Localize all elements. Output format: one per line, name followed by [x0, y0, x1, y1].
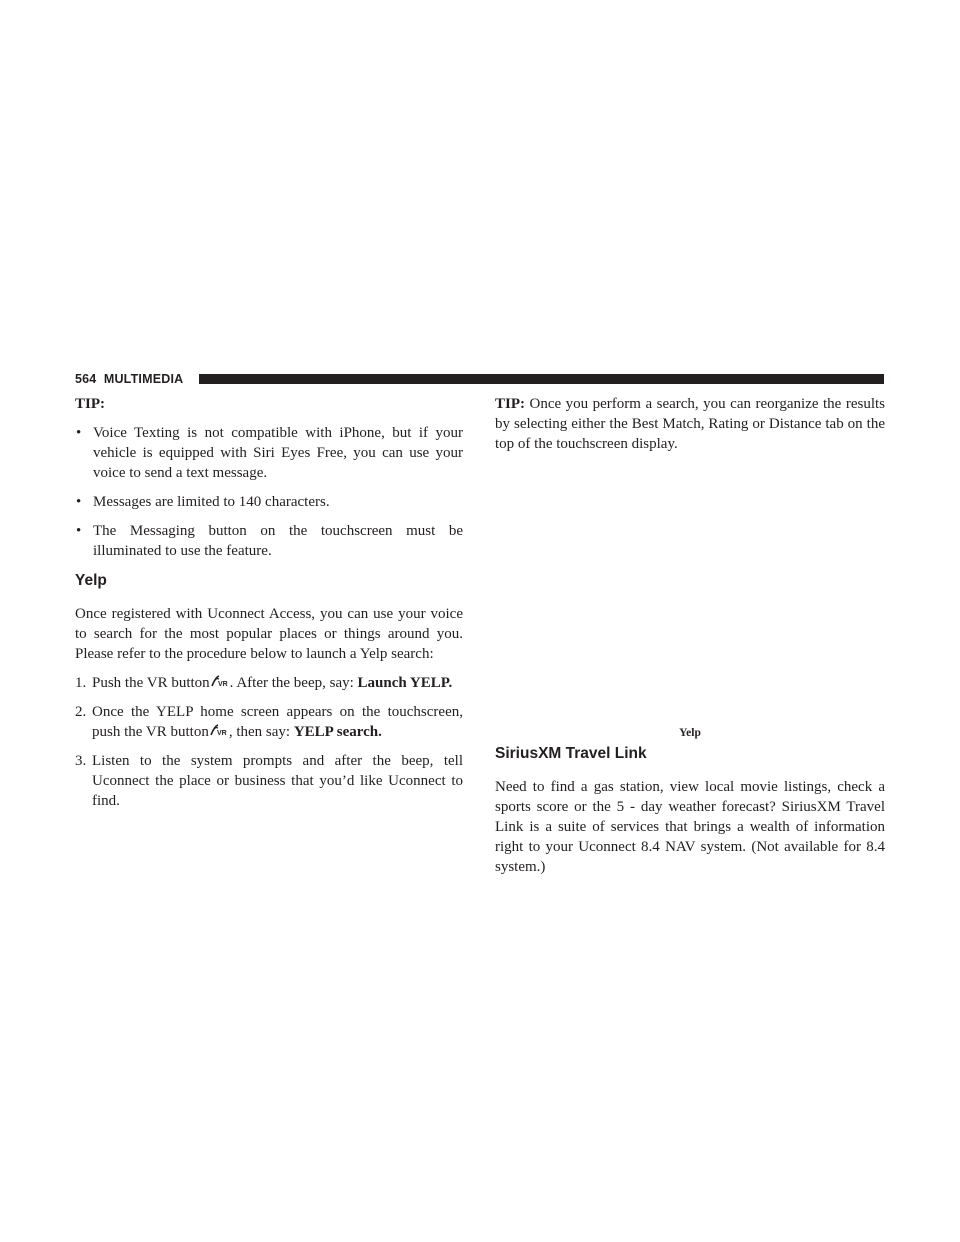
step-text: Listen to the system prompts and after the beep, tell Uconnect the place or business that you’d like Uconnect to find. [92, 752, 463, 809]
tip-label: TIP: [495, 396, 525, 412]
bullet-glyph: • [76, 523, 82, 539]
bullet-item [75, 521, 463, 561]
page-header [75, 371, 884, 389]
header-label [75, 371, 183, 387]
tip-paragraph [495, 394, 885, 454]
siriusxm-text: Need to find a gas station, view local movie listings, check a sports score or the 5 - day weather forecast? SiriusXM Travel Link is a suite of services that brings a wealth of information right to your Uconnect 8.4 NAV system. (Not available for 8.4 system.) [495, 778, 885, 875]
tip-text: Once you perform a search, you can reorganize the results by selecting either the Best Match, Rating or Distance tab on the top of the touchscreen display. [495, 396, 885, 452]
bullet-glyph: • [76, 494, 82, 510]
step-number: 3. [75, 752, 87, 769]
step-text: . After the beep, say: [229, 674, 358, 691]
yelp-figure [495, 454, 885, 740]
step-text: Push the VR button [92, 674, 210, 691]
step-text: , then say: [228, 723, 294, 740]
figure-caption: Yelp [679, 727, 701, 739]
svg-text:VR: VR [216, 729, 227, 737]
voice-command: YELP search. [293, 723, 382, 740]
bullet-item [75, 492, 463, 512]
step-item [75, 751, 463, 811]
voice-recognition-icon [210, 674, 230, 688]
bullet-glyph: • [76, 425, 82, 441]
bullet-text: Voice Texting is not compatible with iPhone, but if your vehicle is equipped with Siri Eyes Free, you can use your voice to send a text message. [93, 425, 463, 481]
voice-recognition-icon [209, 723, 229, 737]
step-number: 1. [75, 674, 87, 691]
step-text: Once the YELP home screen appears on the touchscreen, push the VR button [92, 703, 463, 740]
yelp-intro: Once registered with Uconnect Access, you can use your voice to search for the most popular places or things around you. Please refer to the procedure below to launch a Yelp search: [75, 605, 463, 662]
bullet-item [75, 423, 463, 483]
header-rule [199, 374, 884, 384]
voice-command: Launch YELP. [357, 674, 453, 691]
bullet-text: The Messaging button on the touchscreen must be illuminated to use the feature. [93, 523, 463, 559]
section-title: MULTIMEDIA [103, 372, 184, 386]
siriusxm-heading: SiriusXM Travel Link [495, 745, 647, 762]
step-item [75, 673, 463, 693]
yelp-heading: Yelp [75, 572, 107, 589]
bullet-text: Messages are limited to 140 characters. [93, 494, 330, 510]
left-column [75, 394, 463, 811]
tip-label: TIP: [75, 396, 105, 412]
page-number: 564 [75, 372, 97, 386]
svg-text:VR: VR [217, 680, 228, 688]
step-number: 2. [75, 703, 87, 720]
step-item [75, 702, 463, 742]
right-column [495, 394, 885, 877]
